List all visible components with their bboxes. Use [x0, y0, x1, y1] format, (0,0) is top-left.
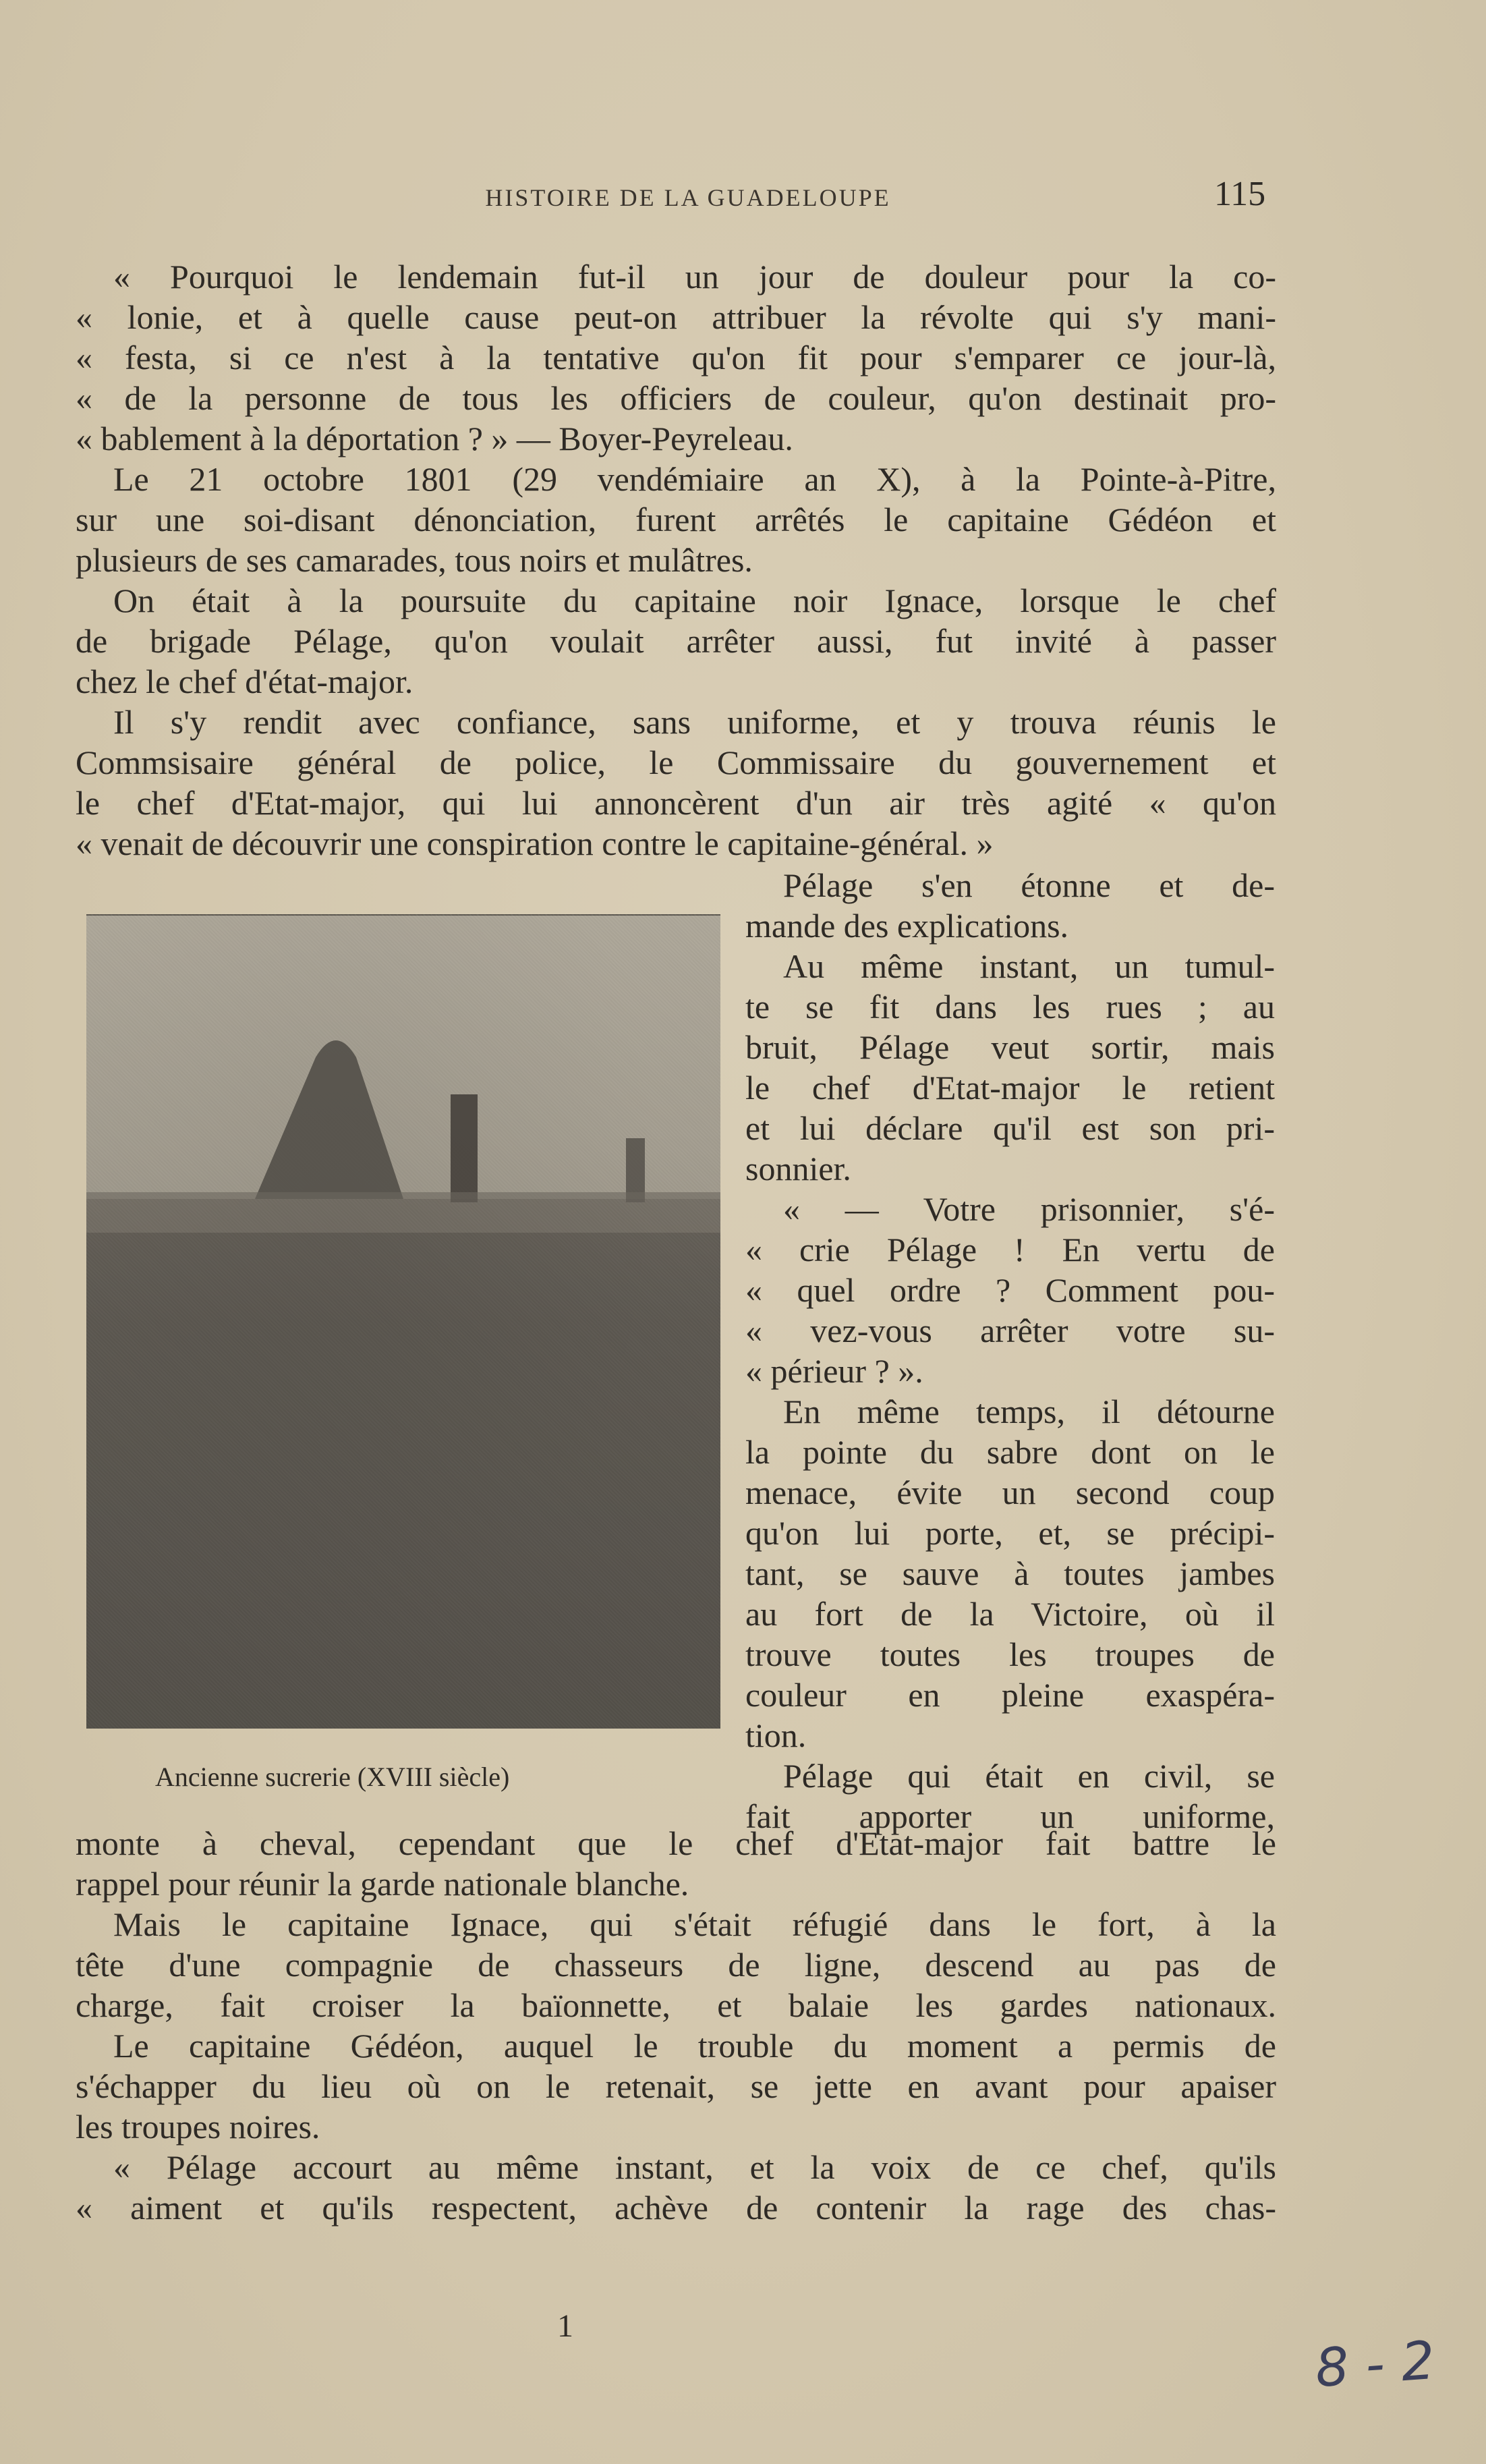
text-line: On était à la poursuite du capitaine noir Ignace, lorsque le chef: [113, 582, 1276, 619]
running-title: HISTOIRE DE LA GUADELOUPE: [485, 184, 891, 211]
text-line: « Pourquoi le lendemain fut-il un jour de douleur pour la co-: [113, 258, 1276, 296]
text-line: plusieurs de ses camarades, tous noirs et mulâtres.: [76, 541, 753, 579]
figure-caption: Ancienne sucrerie (XVIII siècle): [155, 1762, 510, 1792]
text-line: au fort de la Victoire, où il: [745, 1595, 1275, 1633]
text-line: « crie Pélage ! En vertu de: [745, 1231, 1275, 1268]
side-column-text: [745, 865, 1275, 1837]
text-line: le chef d'Etat-major le retient: [745, 1069, 1275, 1107]
text-line: Le capitaine Gédéon, auquel le trouble du moment a permis de: [113, 2027, 1276, 2065]
text-line: monte à cheval, cependant que le chef d'Etat-major fait battre le: [76, 1824, 1276, 1862]
text-line: « aiment et qu'ils respectent, achève de contenir la rage des chas-: [76, 2189, 1276, 2227]
text-line: couleur en pleine exaspéra-: [745, 1676, 1275, 1714]
text-line: menace, évite un second coup: [745, 1474, 1275, 1511]
text-line: trouve toutes les troupes de: [745, 1635, 1275, 1673]
text-line: « festa, si ce n'est à la tentative qu'on fit pour s'emparer ce jour-là,: [76, 339, 1276, 376]
text-line: « lonie, et à quelle cause peut-on attribuer la révolte qui s'y mani-: [76, 298, 1276, 336]
text-line: Commsisaire général de police, le Commissaire du gouvernement et: [76, 744, 1276, 781]
bottom-text-block: [76, 1823, 1276, 2228]
text-line: mande des explications.: [745, 907, 1069, 945]
text-line: En même temps, il détourne: [783, 1393, 1275, 1430]
text-line: la pointe du sabre dont on le: [745, 1433, 1275, 1471]
sugar-mill-illustration: [86, 916, 720, 1729]
text-line: te se fit dans les rues ; au: [745, 988, 1275, 1026]
text-line: bruit, Pélage veut sortir, mais: [745, 1028, 1275, 1066]
text-line: Il s'y rendit avec confiance, sans uniforme, et y trouva réunis le: [113, 703, 1276, 741]
text-line: qu'on lui porte, et, se précipi-: [745, 1514, 1275, 1552]
text-line: Pélage s'en étonne et de-: [783, 866, 1275, 904]
text-line: rappel pour réunir la garde nationale blanche.: [76, 1865, 689, 1903]
text-line: le chef d'Etat-major, qui lui annoncèrent d'un air très agité « qu'on: [76, 784, 1276, 822]
text-line: Mais le capitaine Ignace, qui s'était réfugié dans le fort, à la: [113, 1905, 1276, 1943]
page-number: 115: [1214, 175, 1266, 213]
handwritten-shelf-note: 8 - 2: [1313, 2330, 1437, 2400]
text-line: « de la personne de tous les officiers de couleur, qu'on destinait pro-: [76, 379, 1276, 417]
text-line: « — Votre prisonnier, s'é-: [783, 1190, 1275, 1228]
building-roofline: [86, 1192, 720, 1233]
text-line: Le 21 octobre 1801 (29 vendémiaire an X), à la Pointe-à-Pitre,: [113, 460, 1276, 498]
sky-area: [86, 916, 720, 1199]
text-line: « périeur ? ».: [745, 1352, 923, 1390]
text-line: « vez-vous arrêter votre su-: [745, 1312, 1275, 1349]
text-line: chez le chef d'état-major.: [76, 663, 413, 700]
text-line: tion.: [745, 1716, 807, 1754]
text-line: Au même instant, un tumul-: [783, 947, 1275, 985]
text-line: les troupes noires.: [76, 2108, 320, 2146]
text-line: charge, fait croiser la baïonnette, et balaie les gardes nationaux.: [76, 1986, 1276, 2024]
text-line: fait apporter un uniforme,: [745, 1797, 1275, 1835]
text-line: Pélage qui était en civil, se: [783, 1757, 1275, 1795]
main-text-block: [76, 256, 1276, 864]
text-line: tant, se sauve à toutes jambes: [745, 1555, 1275, 1592]
sugar-mill-photo: [86, 914, 720, 1729]
text-line: et lui déclare qu'il est son pri-: [745, 1109, 1275, 1147]
text-line: « Pélage accourt au même instant, et la voix de ce chef, qu'ils: [113, 2148, 1276, 2186]
chimney: [451, 1094, 478, 1202]
signature-mark: 1: [557, 2308, 573, 2344]
foreground-field: [86, 1233, 720, 1729]
text-line: « venait de découvrir une conspiration contre le capitaine-général. »: [76, 824, 994, 862]
text-line: « bablement à la déportation ? » — Boyer-Peyreleau.: [76, 420, 793, 457]
text-line: sur une soi-disant dénonciation, furent arrêtés le capitaine Gédéon et: [76, 501, 1276, 538]
text-line: tête d'une compagnie de chasseurs de ligne, descend au pas de: [76, 1946, 1276, 1984]
text-line: « quel ordre ? Comment pou-: [745, 1271, 1275, 1309]
text-line: s'échapper du lieu où on le retenait, se jette en avant pour apaiser: [76, 2067, 1276, 2105]
text-line: de brigade Pélage, qu'on voulait arrêter aussi, fut invité à passer: [76, 622, 1276, 660]
text-line: sonnier.: [745, 1150, 851, 1187]
